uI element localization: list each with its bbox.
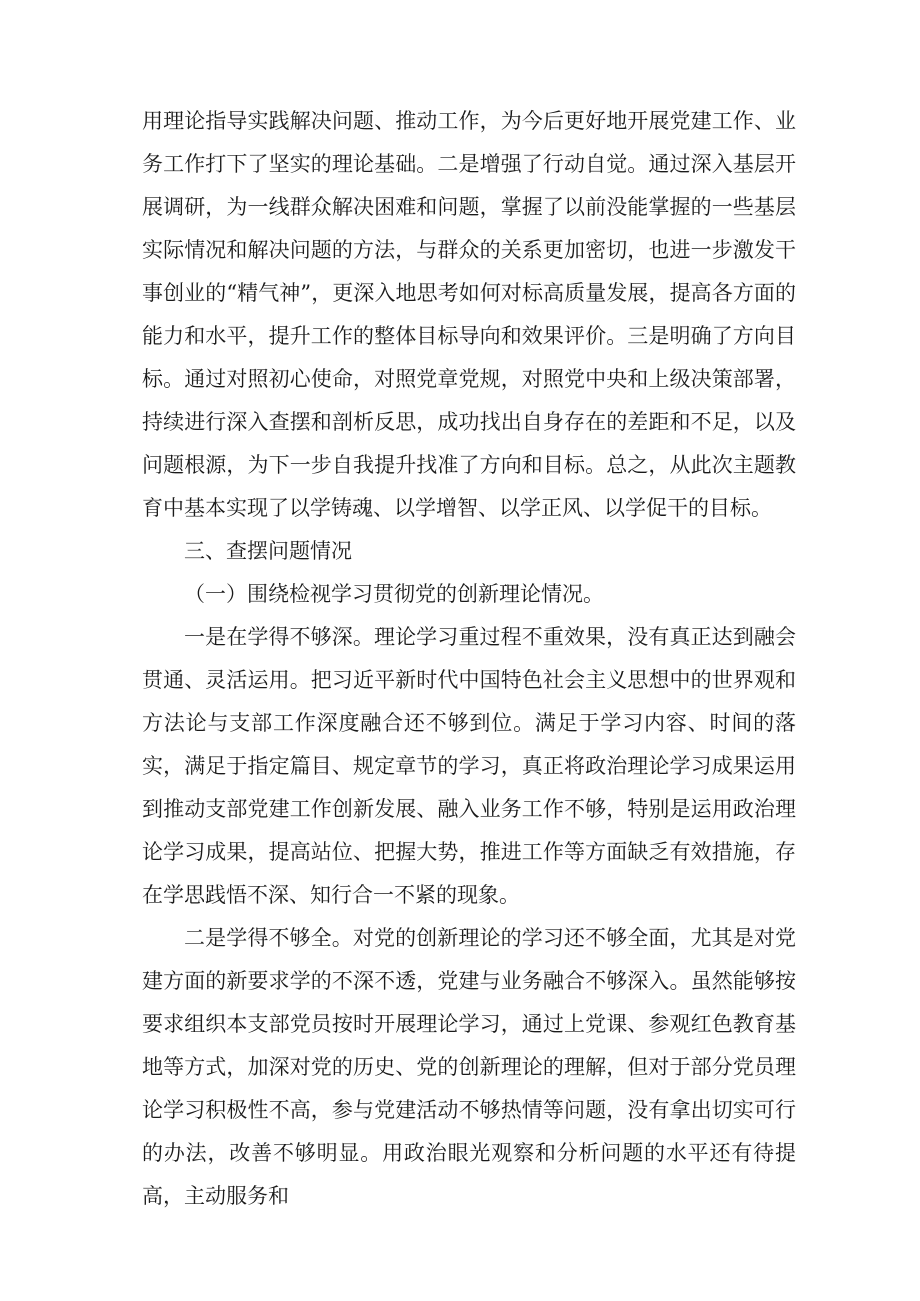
section-heading: 三、查摆问题情况 bbox=[184, 539, 352, 563]
subsection-heading: （一）围绕检视学习贯彻党的创新理论情况。 bbox=[184, 582, 604, 606]
document-page bbox=[142, 100, 796, 1218]
body-paragraph: 二是学得不够全。对党的创新理论的学习还不够全面，尤其是对党建方面的新要求学的不深不透，党建与业务融合不够深入。虽然能够按要求组织本支部党员按时开展理论学习，通过上党课、参观红色教育基地等方式，加深对党的历史、党的创新理论的理解，但对于部分党员理论学习积极性不高，参与党建活动不够热情等问题，没有拿出切实可行的办法，改善不够明显。用政治眼光观察和分析问题的水平还有待提高，主动服务和 bbox=[142, 926, 796, 1208]
body-paragraph-continued: 用理论指导实践解决问题、推动工作，为今后更好地开展党建工作、业务工作打下了坚实的理论基础。二是增强了行动自觉。通过深入基层开展调研，为一线群众解决困难和问题，掌握了以前没能掌握的一些基层实际情况和解决问题的方法，与群众的关系更加密切，也进一步激发干事创业的“精气神”，更深入地思考如何对标高质量发展，提高各方面的能力和水平，提升工作的整体目标导向和效果评价。三是明确了方向目标。通过对照初心使命，对照党章党规，对照党中央和上级决策部署，持续进行深入查摆和剖析反思，成功找出自身存在的差距和不足，以及问题根源，为下一步自我提升找准了方向和目标。总之，从此次主题教育中基本实现了以学铸魂、以学增智、以学正风、以学促干的目标。 bbox=[142, 109, 796, 520]
body-paragraph: 一是在学得不够深。理论学习重过程不重效果，没有真正达到融会贯通、灵活运用。把习近平新时代中国特色社会主义思想中的世界观和方法论与支部工作深度融合还不够到位。满足于学习内容、时间的落实，满足于指定篇目、规定章节的学习，真正将政治理论学习成果运用到推动支部党建工作创新发展、融入业务工作不够，特别是运用政治理论学习成果，提高站位、把握大势，推进工作等方面缺乏有效措施，存在学思践悟不深、知行合一不紧的现象。 bbox=[142, 625, 796, 907]
